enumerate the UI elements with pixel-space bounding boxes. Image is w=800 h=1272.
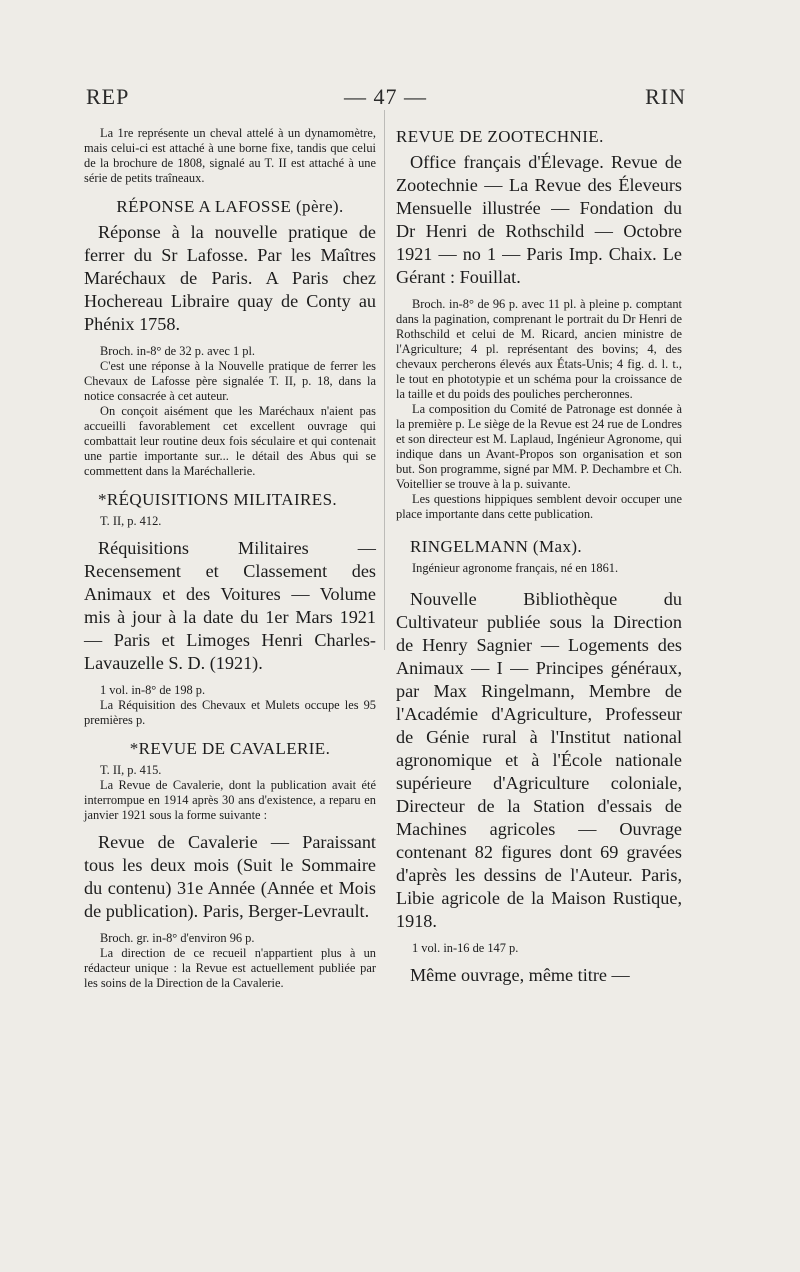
page-number: — 47 — (344, 84, 427, 109)
header-left: REP (86, 84, 130, 109)
cavalerie-broch: Broch. gr. in-8° d'environ 96 p. (100, 931, 255, 945)
ringelmann-main: Nouvelle Bibliothèque du Cultivateur publiée sous la Direction de Henry Sagnier — Logements des Animaux — I — Principes généraux, par Max Ringelmann, Membre de l'Académie d'Agriculture, Professeur de Génie rural à l'Institut national agronomique et à l'École nationale supérieure d'Agriculture coloniale, Directeur de la Station d'essais de Machines agricoles — Ouvrage contenant 82 figures dont 69 gravées d'après les dessins de l'Auteur. Paris, Libie agricole de la Maison Rustique, 1918. (396, 589, 682, 931)
reponse-main: Réponse à la nouvelle pratique de ferrer du Sr Lafosse. Par les Maîtres Maréchaux de Paris. A Paris chez Hochereau Libraire quay de Conty au Phénix 1758. (84, 222, 376, 334)
ringelmann-vol: 1 vol. in-16 de 147 p. (412, 941, 519, 955)
reponse-title: RÉPONSE A LAFOSSE (père). (116, 197, 344, 216)
column-divider (384, 110, 385, 650)
ringelmann-title: RINGELMANN (Max). (410, 537, 583, 556)
running-header (86, 84, 686, 114)
zootechnie-note-2: Les questions hippiques semblent devoir occuper une place importante dans cette publication. (396, 492, 682, 521)
cavalerie-note-1: La Revue de Cavalerie, dont la publication avait été interrompue en 1914 après 30 ans d'existence, a reparu en janvier 1921 sous la forme suivante : (84, 778, 376, 822)
zootechnie-title: REVUE DE ZOOTECHNIE. (396, 127, 604, 146)
cavalerie-note-2: La direction de ce recueil n'appartient plus à un rédacteur unique : la Revue est actuellement publiée par les soins de la Direction de la Cavalerie. (84, 946, 376, 990)
left-column (84, 126, 376, 991)
cavalerie-ref: T. II, p. 415. (100, 763, 162, 777)
reponse-note-1: C'est une réponse à la Nouvelle pratique de ferrer les Chevaux de Lafosse père signalée T. II, p. 18, dans la notice consacrée à cet auteur. (84, 359, 376, 403)
zootechnie-broch: Broch. in-8° de 96 p. avec 11 pl. à pleine p. comptant dans la pagination, comprenant le portrait du Dr Henri de Rothschild et celui de M. Ricard, ancien ministre de l'Agriculture; 4 pl. représentant des bovins; 4, des chevaux percherons élevés aux États-Unis; 4 fig. d. l. t., le tout en phototypie et un schéma pour la croissance de la taille et du poids des pouliches percheronnes. (396, 297, 682, 401)
header-right: RIN (645, 84, 686, 109)
zootechnie-main: Office français d'Élevage. Revue de Zootechnie — La Revue des Éleveurs Mensuelle illustrée — Fondation du Dr Henri de Rothschild — Octobre 1921 — no 1 — Paris Imp. Chaix. Le Gérant : Fouillat. (396, 152, 682, 287)
zootechnie-note-1: La composition du Comité de Patronage est donnée à la première p. Le siège de la Revue est 24 rue de Londres et son directeur est M. Laplaud, Ingénieur Agronome, qui indique dans un Avant-Propos son organisation et son but. Son programme, signé par MM. P. Dechambre et Ch. Voitellier se trouve à la p. suivante. (396, 402, 682, 491)
right-column (396, 126, 682, 987)
requisitions-note: La Réquisition des Chevaux et Mulets occupe les 95 premières p. (84, 698, 376, 727)
requisitions-vol: 1 vol. in-8° de 198 p. (100, 683, 206, 697)
ringelmann-tail: Même ouvrage, même titre — (410, 965, 630, 985)
cavalerie-title: *REVUE DE CAVALERIE. (129, 739, 331, 758)
cavalerie-main: Revue de Cavalerie — Paraissant tous les deux mois (Suit le Sommaire du contenu) 31e Année (Année et Mois de publication). Paris, Berger-Levrault. (84, 832, 376, 921)
requisitions-title: *RÉQUISITIONS MILITAIRES. (98, 490, 338, 509)
intro-paragraph: La 1re représente un cheval attelé à un dynamomètre, mais celui-ci est attaché à une borne fixe, tandis que celui de la brochure de 1808, signalé au T. II est attaché à une série de petits traîneaux. (84, 126, 376, 185)
ringelmann-bio: Ingénieur agronome français, né en 1861. (412, 561, 619, 575)
requisitions-ref: T. II, p. 412. (100, 514, 162, 528)
reponse-broch: Broch. in-8° de 32 p. avec 1 pl. (100, 344, 255, 358)
reponse-note-2: On conçoit aisément que les Maréchaux n'aient pas accueilli favorablement cet excellent ouvrage qui combattait leur routine deux fois séculaire et qui contenait une partie importante sur... le détail des Abus qui se commettent dans la Maréchallerie. (84, 404, 376, 478)
requisitions-main: Réquisitions Militaires — Recensement et Classement des Animaux et des Voitures — Volume mis à jour à la date du 1er Mars 1921 — Paris et Limoges Henri Charles-Lavauzelle S. D. (1921). (84, 538, 376, 673)
